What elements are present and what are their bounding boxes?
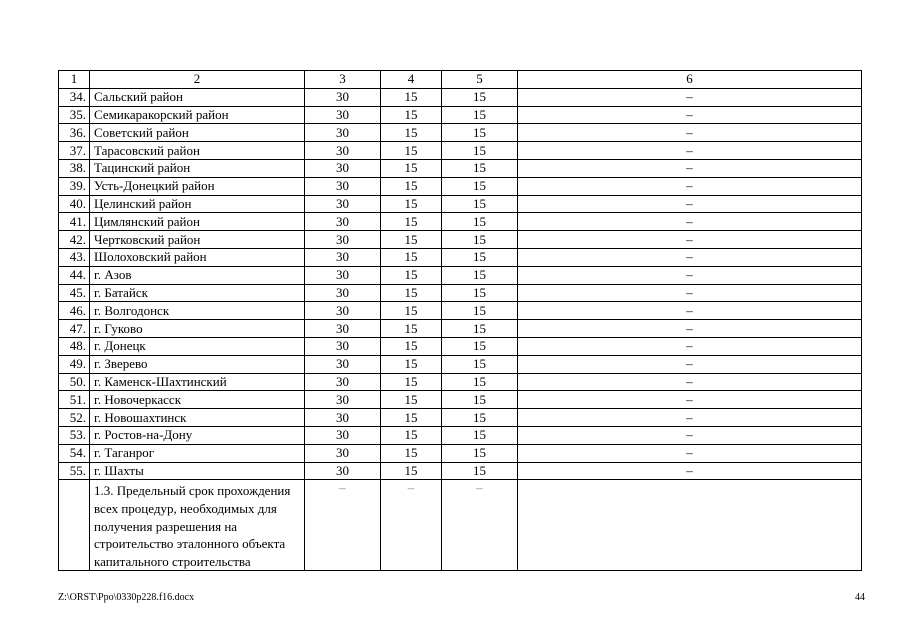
cell-name: г. Гуково	[90, 320, 305, 338]
cell-c4: 15	[381, 355, 442, 373]
cell-num: 42.	[59, 231, 90, 249]
cell-c3: 30	[305, 231, 381, 249]
cell-num: 51.	[59, 391, 90, 409]
table-row	[59, 320, 862, 338]
cell-c5: 15	[442, 426, 518, 444]
cell-c4: 15	[381, 462, 442, 480]
table-row	[59, 142, 862, 160]
cell-c5: 15	[442, 195, 518, 213]
cell-c4: 15	[381, 426, 442, 444]
cell-num: 34.	[59, 88, 90, 106]
cell-num: 43.	[59, 248, 90, 266]
cell-name: Сальский район	[90, 88, 305, 106]
cell-num: 53.	[59, 426, 90, 444]
cell-c6: –	[518, 195, 862, 213]
cell-c6: –	[518, 159, 862, 177]
cell-c5: 15	[442, 231, 518, 249]
cell-c5: 15	[442, 284, 518, 302]
cell-c4: 15	[381, 106, 442, 124]
cell-c5: 15	[442, 391, 518, 409]
cell-num: 47.	[59, 320, 90, 338]
table-row	[59, 213, 862, 231]
footer-file-path: Z:\ORST\Ppo\0330p228.f16.docx	[58, 592, 195, 603]
table-row	[59, 426, 862, 444]
cell-name: Тацинский район	[90, 159, 305, 177]
header-cell: 4	[381, 71, 442, 89]
cell-c3: 30	[305, 106, 381, 124]
cell-num: 54.	[59, 444, 90, 462]
footer-page-number: 44	[855, 592, 865, 603]
cell-c4: 15	[381, 444, 442, 462]
cell-c4: 15	[381, 88, 442, 106]
cell-c3: 30	[305, 177, 381, 195]
cell-c5: 15	[442, 409, 518, 427]
cell-c3: 30	[305, 142, 381, 160]
cell-name: г. Каменск-Шахтинский	[90, 373, 305, 391]
header-cell: 2	[90, 71, 305, 89]
cell-c4: 15	[381, 213, 442, 231]
cell-num: 49.	[59, 355, 90, 373]
cell-c6: –	[518, 231, 862, 249]
cell-c3: 30	[305, 462, 381, 480]
cell-name: Цимлянский район	[90, 213, 305, 231]
table-header-row	[59, 71, 862, 89]
cell-c5: 15	[442, 373, 518, 391]
cell-c4: –	[381, 480, 442, 571]
cell-name: г. Ростов-на-Дону	[90, 426, 305, 444]
cell-num: 41.	[59, 213, 90, 231]
cell-c5: 15	[442, 88, 518, 106]
cell-c4: 15	[381, 195, 442, 213]
cell-num: 35.	[59, 106, 90, 124]
cell-c6: –	[518, 355, 862, 373]
table-row	[59, 248, 862, 266]
header-cell: 5	[442, 71, 518, 89]
cell-num: 55.	[59, 462, 90, 480]
cell-c4: 15	[381, 337, 442, 355]
cell-c3: 30	[305, 213, 381, 231]
header-cell: 6	[518, 71, 862, 89]
cell-name: г. Новочеркасск	[90, 391, 305, 409]
cell-num: 50.	[59, 373, 90, 391]
cell-c6: –	[518, 391, 862, 409]
table-row	[59, 159, 862, 177]
cell-c5: 15	[442, 248, 518, 266]
table-row	[59, 444, 862, 462]
cell-c3: 30	[305, 320, 381, 338]
table-row	[59, 302, 862, 320]
cell-c4: 15	[381, 391, 442, 409]
cell-c3: –	[305, 480, 381, 571]
cell-c3: 30	[305, 444, 381, 462]
cell-name: 1.3. Предельный срок прохождения всех процедур, необходимых для получения разрешения на строительство эталонного объекта капитального строительства	[90, 480, 305, 571]
cell-num: 46.	[59, 302, 90, 320]
cell-name: Советский район	[90, 124, 305, 142]
cell-name: г. Азов	[90, 266, 305, 284]
cell-c6	[518, 480, 862, 571]
cell-c3: 30	[305, 248, 381, 266]
table-row	[59, 106, 862, 124]
cell-name: г. Волгодонск	[90, 302, 305, 320]
table-row	[59, 373, 862, 391]
cell-c3: 30	[305, 337, 381, 355]
cell-c4: 15	[381, 284, 442, 302]
cell-c4: 15	[381, 320, 442, 338]
cell-c5: 15	[442, 320, 518, 338]
cell-c3: 30	[305, 195, 381, 213]
cell-c6: –	[518, 320, 862, 338]
cell-c4: 15	[381, 231, 442, 249]
cell-c4: 15	[381, 302, 442, 320]
table-row	[59, 231, 862, 249]
cell-c4: 15	[381, 373, 442, 391]
cell-c5: 15	[442, 106, 518, 124]
cell-num: 36.	[59, 124, 90, 142]
cell-c6: –	[518, 426, 862, 444]
cell-c5: 15	[442, 355, 518, 373]
cell-c4: 15	[381, 248, 442, 266]
cell-name: г. Шахты	[90, 462, 305, 480]
header-cell: 3	[305, 71, 381, 89]
cell-c5: 15	[442, 213, 518, 231]
cell-name: Шолоховский район	[90, 248, 305, 266]
cell-c6: –	[518, 177, 862, 195]
cell-c5: 15	[442, 159, 518, 177]
cell-c6: –	[518, 409, 862, 427]
cell-c4: 15	[381, 159, 442, 177]
cell-name: г. Зверево	[90, 355, 305, 373]
cell-c3: 30	[305, 124, 381, 142]
cell-c3: 30	[305, 88, 381, 106]
cell-c6: –	[518, 88, 862, 106]
cell-num: 38.	[59, 159, 90, 177]
cell-name: г. Новошахтинск	[90, 409, 305, 427]
table-row	[59, 391, 862, 409]
cell-name: Усть-Донецкий район	[90, 177, 305, 195]
cell-c5: 15	[442, 444, 518, 462]
table-row	[59, 88, 862, 106]
cell-c3: 30	[305, 302, 381, 320]
cell-num: 52.	[59, 409, 90, 427]
cell-c5: 15	[442, 142, 518, 160]
cell-num: 45.	[59, 284, 90, 302]
cell-c3: 30	[305, 159, 381, 177]
table-row	[59, 409, 862, 427]
cell-c4: 15	[381, 409, 442, 427]
cell-c6: –	[518, 106, 862, 124]
cell-c4: 15	[381, 177, 442, 195]
cell-c5: –	[442, 480, 518, 571]
cell-c5: 15	[442, 337, 518, 355]
cell-name: Тарасовский район	[90, 142, 305, 160]
cell-c3: 30	[305, 391, 381, 409]
table-row	[59, 355, 862, 373]
cell-c6: –	[518, 142, 862, 160]
table-row	[59, 266, 862, 284]
cell-c6: –	[518, 337, 862, 355]
table-row	[59, 195, 862, 213]
cell-c6: –	[518, 462, 862, 480]
cell-c5: 15	[442, 177, 518, 195]
cell-name: Семикаракорский район	[90, 106, 305, 124]
cell-num: 40.	[59, 195, 90, 213]
table-row	[59, 337, 862, 355]
cell-name: г. Донецк	[90, 337, 305, 355]
cell-c6: –	[518, 124, 862, 142]
cell-c3: 30	[305, 266, 381, 284]
cell-c3: 30	[305, 426, 381, 444]
cell-c6: –	[518, 373, 862, 391]
cell-num: 44.	[59, 266, 90, 284]
table-row-section-1-3	[59, 480, 862, 571]
cell-c6: –	[518, 302, 862, 320]
table-row	[59, 177, 862, 195]
cell-name: г. Батайск	[90, 284, 305, 302]
data-table	[58, 70, 862, 571]
cell-c4: 15	[381, 124, 442, 142]
table-row	[59, 284, 862, 302]
cell-c6: –	[518, 284, 862, 302]
cell-num: 48.	[59, 337, 90, 355]
cell-name: Целинский район	[90, 195, 305, 213]
cell-num	[59, 480, 90, 571]
cell-c6: –	[518, 248, 862, 266]
table-row	[59, 462, 862, 480]
cell-c3: 30	[305, 409, 381, 427]
cell-c5: 15	[442, 124, 518, 142]
cell-c5: 15	[442, 462, 518, 480]
cell-c5: 15	[442, 302, 518, 320]
cell-c3: 30	[305, 355, 381, 373]
cell-c3: 30	[305, 284, 381, 302]
header-cell: 1	[59, 71, 90, 89]
cell-c3: 30	[305, 373, 381, 391]
cell-c6: –	[518, 213, 862, 231]
cell-num: 39.	[59, 177, 90, 195]
cell-num: 37.	[59, 142, 90, 160]
table-row	[59, 124, 862, 142]
cell-c6: –	[518, 266, 862, 284]
cell-c4: 15	[381, 142, 442, 160]
cell-c6: –	[518, 444, 862, 462]
cell-name: г. Таганрог	[90, 444, 305, 462]
cell-c5: 15	[442, 266, 518, 284]
cell-c4: 15	[381, 266, 442, 284]
cell-name: Чертковский район	[90, 231, 305, 249]
